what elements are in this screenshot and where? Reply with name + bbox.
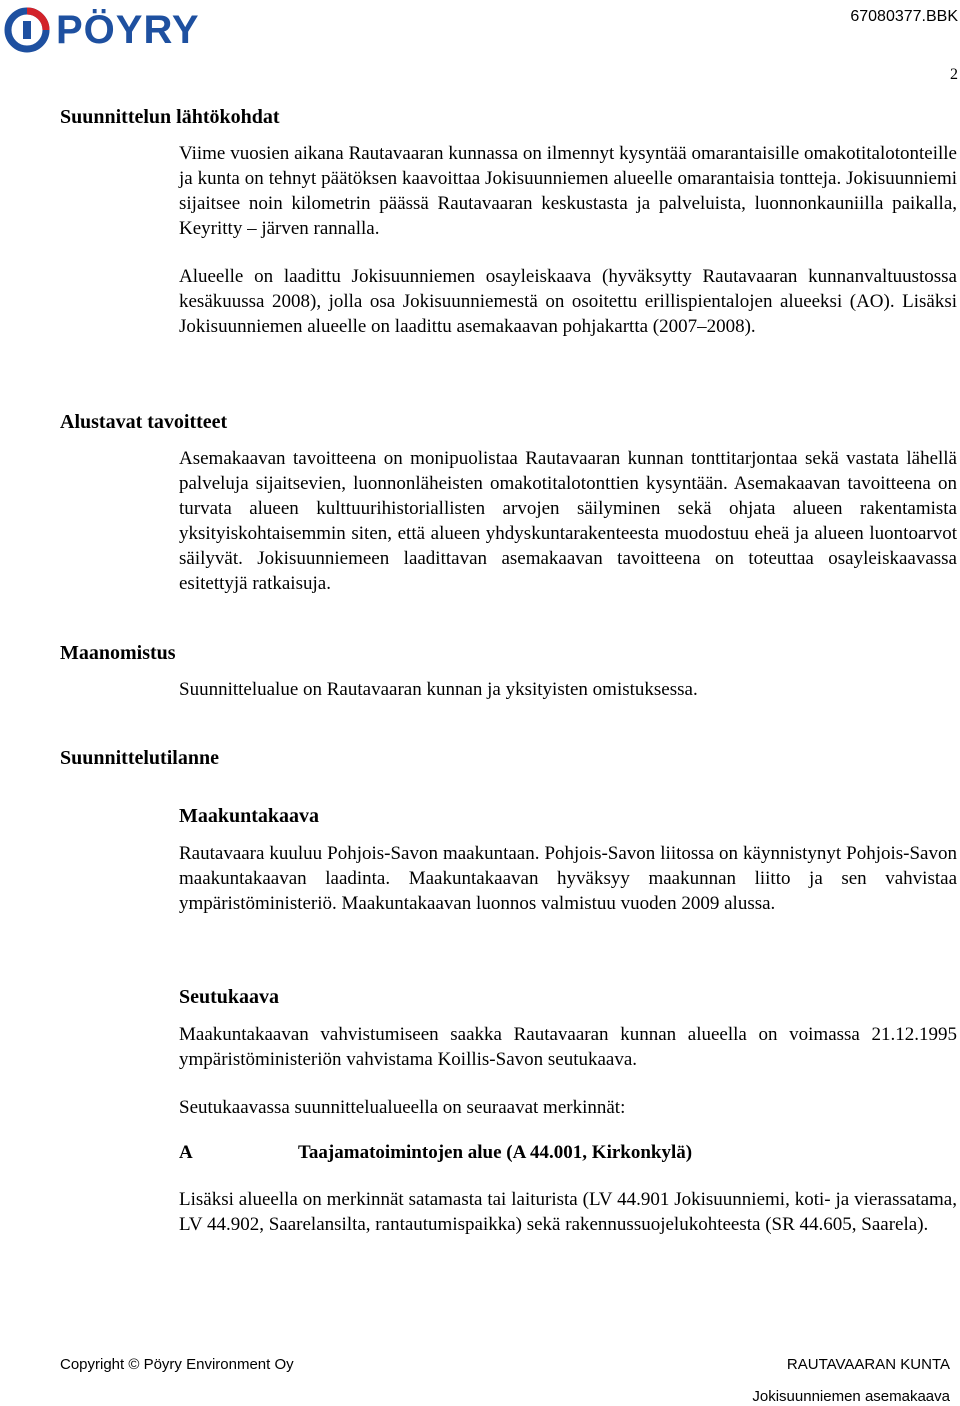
subheading-maakuntakaava: Maakuntakaava [179, 805, 320, 827]
entry-text: Taajamatoimintojen alue (A 44.001, Kirkonkylä) [298, 1142, 693, 1163]
paragraph-lahtokohdat-1: Viime vuosien aikana Rautavaaran kunnassa on ilmennyt kysyntää omarantaisille omakotitalotonteille ja kunta on tehnyt päätöksen kaavoittaa Jokisuunniemen alueelle omarantaisia tontteja. Jokisuunniemi sijaitsee noin kilometrin päässä Rautavaaran keskustasta ja palveluista, luonnonkauniilla paikalla, Keyritty – järven rannalla. [179, 143, 957, 239]
heading-tavoitteet: Alustavat tavoitteet [60, 411, 228, 433]
paragraph-lahtokohdat-2: Alueelle on laadittu Jokisuunniemen osayleiskaava (hyväksytty Rautavaaran kunnanvaltuustossa kesäkuussa 2008), jolla osa Jokisuunniemestä on osoitettu erillispientalojen alueeksi (AO). Lisäksi Jokisuunniemen alueelle on laadittu asemakaavan pohjakartta (2007–2008). [179, 266, 957, 337]
paragraph-maanomistus: Suunnittelualue on Rautavaaran kunnan ja yksityisten omistuksessa. [179, 679, 698, 700]
entry-code: A [179, 1142, 193, 1163]
logo-wordmark: PÖYRY [56, 8, 200, 52]
page-number: 2 [950, 66, 958, 83]
company-logo [4, 6, 244, 54]
poyry-logo-icon [4, 7, 50, 53]
paragraph-maakuntakaava: Rautavaara kuuluu Pohjois-Savon maakuntaan. Pohjois-Savon liitossa on käynnistynyt Pohjois-Savon maakuntakaavan laadinta. Maakuntakaavan hyväksyy maakunnan liitto ja sen vahvistaa ympäristöministeriö. Maakuntakaavan luonnos valmistuu vuoden 2009 alussa. [179, 843, 957, 914]
paragraph-seutukaava-2: Seutukaavassa suunnittelualueella on seuraavat merkinnät: [179, 1097, 626, 1118]
seutukaava-entry [179, 1140, 957, 1165]
footer-client: RAUTAVAARAN KUNTA [786, 1356, 950, 1373]
heading-maanomistus: Maanomistus [60, 642, 176, 664]
subheading-seutukaava: Seutukaava [179, 986, 280, 1008]
paragraph-tavoitteet: Asemakaavan tavoitteena on monipuolistaa Rautavaaran kunnan tonttitarjontaa sekä vastata lähellä palveluja sijaitsevien, luonnonläheisten omakotitalotonttien kysyntään. Asemakaavan tavoitteena on turvata alueen kulttuurihistoriallisten arvojen säilyminen sekä ohjata alueen rakentamista yksityiskohtaisemmin siten, että alueen yhdyskuntarakenteesta muodostuu eheä ja alueen luontoarvot säilyvät. Jokisuunniemeen laadittavan asemakaavan tavoitteena on toteuttaa osayleiskaavassa esitettyjä ratkaisuja. [179, 448, 957, 594]
heading-lahtokohdat: Suunnittelun lähtökohdat [60, 106, 280, 128]
footer-project: Jokisuunniemen asemakaava [752, 1388, 950, 1405]
footer-copyright: Copyright © Pöyry Environment Oy [60, 1356, 294, 1373]
paragraph-seutukaava-3: Lisäksi alueella on merkinnät satamasta tai laiturista (LV 44.901 Jokisuunniemi, koti- ja vierassatama, LV 44.902, Saarelansilta, rantautumispaikka) sekä rakennussuojelukohteesta (SR 44.605, Saarela). [179, 1189, 957, 1235]
document-id: 67080377.BBK [850, 8, 958, 25]
paragraph-seutukaava-1: Maakuntakaavan vahvistumiseen saakka Rautavaaran kunnan alueella on voimassa 21.12.1995 ympäristöministeriön vahvistama Koillis-Savon seutukaava. [179, 1024, 957, 1070]
heading-suunnittelutilanne: Suunnittelutilanne [60, 747, 219, 769]
